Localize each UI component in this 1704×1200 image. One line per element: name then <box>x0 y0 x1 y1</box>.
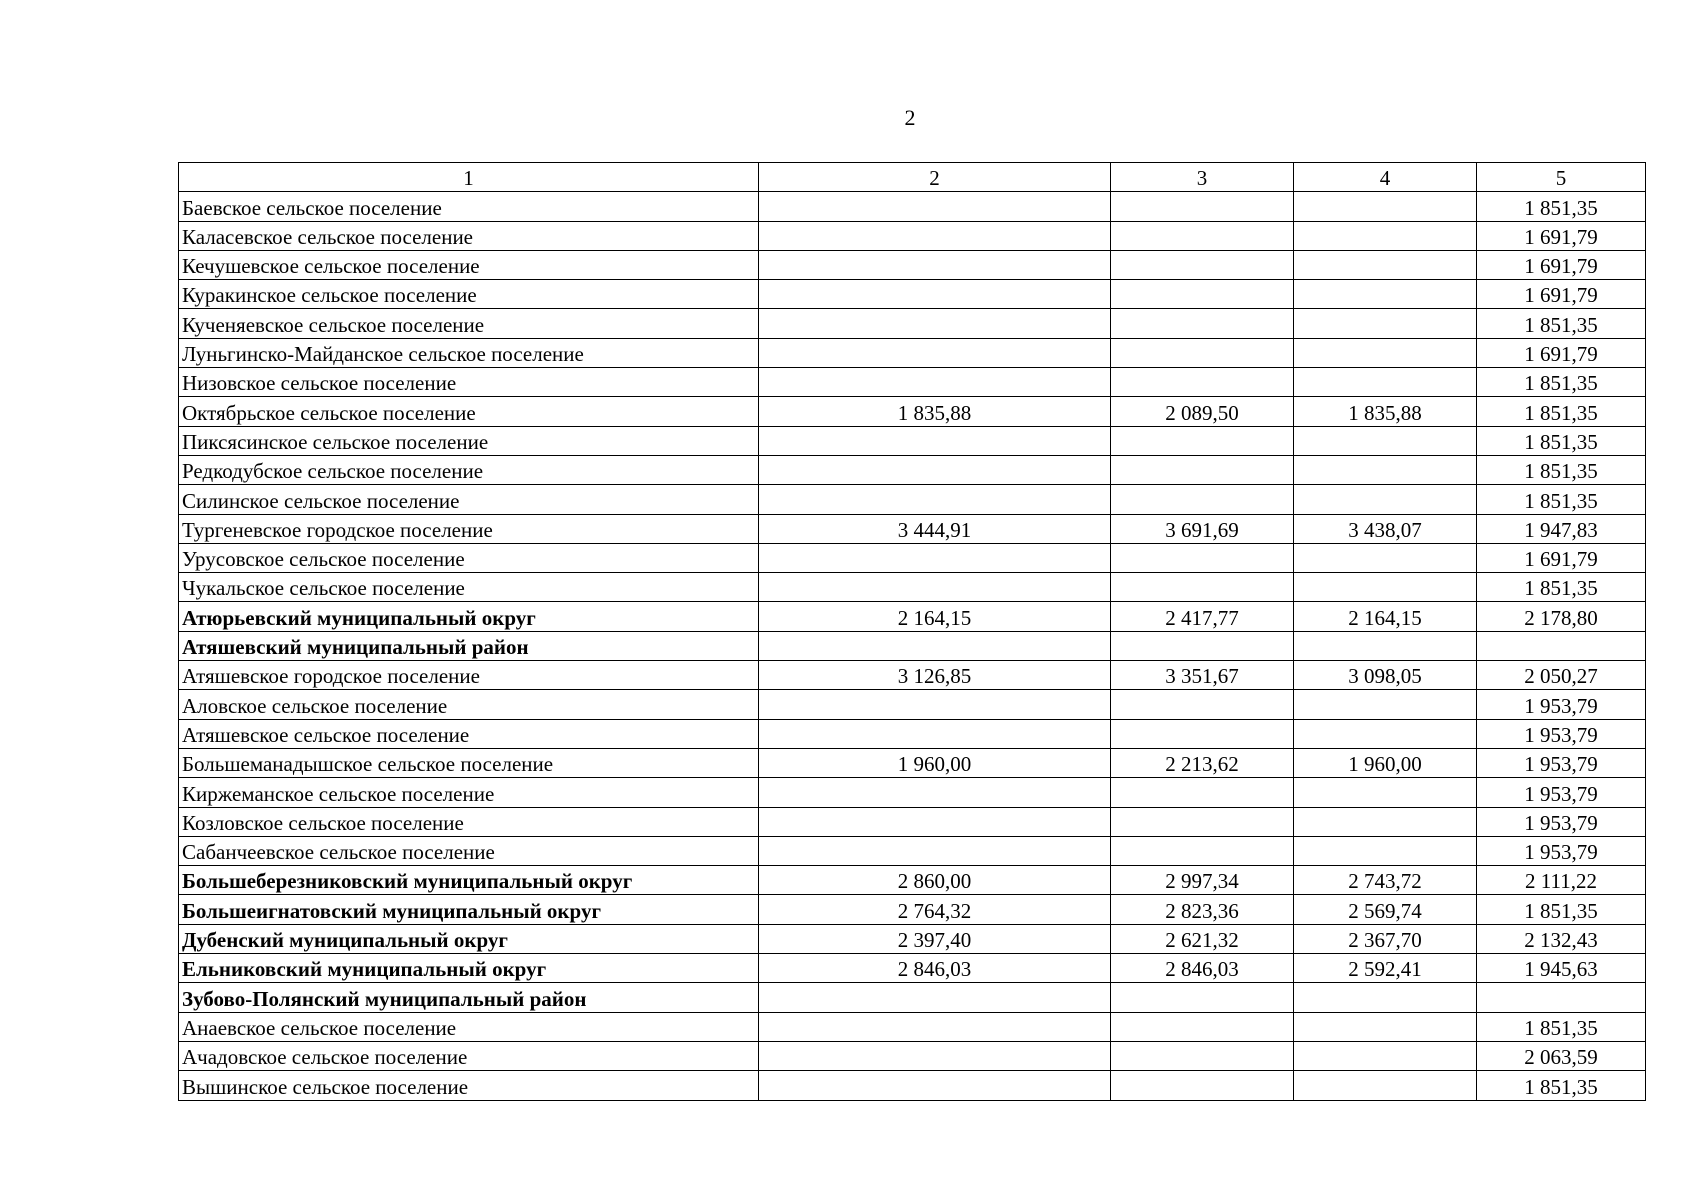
cell-value-col4 <box>1294 309 1477 338</box>
table-row <box>179 748 1646 777</box>
cell-value-col4 <box>1294 368 1477 397</box>
cell-value-col5: 1 953,79 <box>1477 778 1646 807</box>
cell-name: Анаевское сельское поселение <box>179 1012 759 1041</box>
table-row <box>179 485 1646 514</box>
cell-value-col4 <box>1294 280 1477 309</box>
cell-value-col5: 1 851,35 <box>1477 368 1646 397</box>
cell-value-col5: 1 691,79 <box>1477 543 1646 572</box>
cell-name: Аловское сельское поселение <box>179 690 759 719</box>
cell-value-col2 <box>759 455 1111 484</box>
cell-name: Атяшевское сельское поселение <box>179 719 759 748</box>
cell-name: Дубенский муниципальный округ <box>179 924 759 953</box>
cell-value-col2 <box>759 1071 1111 1100</box>
column-header: 4 <box>1294 163 1477 192</box>
table-row <box>179 192 1646 221</box>
cell-value-col5: 1 851,35 <box>1477 426 1646 455</box>
cell-value-col2 <box>759 309 1111 338</box>
cell-value-col4: 2 743,72 <box>1294 866 1477 895</box>
cell-value-col5: 1 851,35 <box>1477 455 1646 484</box>
cell-value-col4: 2 367,70 <box>1294 924 1477 953</box>
table-row <box>179 778 1646 807</box>
cell-value-col3 <box>1111 719 1294 748</box>
cell-value-col2: 1 835,88 <box>759 397 1111 426</box>
cell-value-col3: 3 351,67 <box>1111 661 1294 690</box>
cell-value-col3: 2 089,50 <box>1111 397 1294 426</box>
cell-value-col2 <box>759 280 1111 309</box>
cell-value-col5 <box>1477 631 1646 660</box>
cell-name: Кечушевское сельское поселение <box>179 250 759 279</box>
cell-name: Баевское сельское поселение <box>179 192 759 221</box>
cell-name: Силинское сельское поселение <box>179 485 759 514</box>
cell-value-col2: 2 164,15 <box>759 602 1111 631</box>
cell-value-col4: 2 592,41 <box>1294 954 1477 983</box>
cell-value-col3: 3 691,69 <box>1111 514 1294 543</box>
table-row <box>179 631 1646 660</box>
table-row <box>179 866 1646 895</box>
cell-value-col5 <box>1477 983 1646 1012</box>
cell-value-col4: 3 098,05 <box>1294 661 1477 690</box>
cell-value-col4 <box>1294 455 1477 484</box>
cell-value-col3 <box>1111 280 1294 309</box>
cell-name: Атяшевское городское поселение <box>179 661 759 690</box>
cell-value-col3: 2 846,03 <box>1111 954 1294 983</box>
cell-value-col5: 1 851,35 <box>1477 192 1646 221</box>
cell-value-col3: 2 621,32 <box>1111 924 1294 953</box>
table-row <box>179 397 1646 426</box>
cell-name: Большеберезниковский муниципальный округ <box>179 866 759 895</box>
cell-value-col2 <box>759 778 1111 807</box>
cell-name: Урусовское сельское поселение <box>179 543 759 572</box>
table-row <box>179 895 1646 924</box>
cell-value-col5: 1 945,63 <box>1477 954 1646 983</box>
cell-value-col4: 2 164,15 <box>1294 602 1477 631</box>
cell-value-col2: 3 126,85 <box>759 661 1111 690</box>
cell-value-col4 <box>1294 192 1477 221</box>
cell-value-col2 <box>759 631 1111 660</box>
cell-name: Кученяевское сельское поселение <box>179 309 759 338</box>
cell-name: Большеманадышское сельское поселение <box>179 748 759 777</box>
cell-value-col4 <box>1294 631 1477 660</box>
cell-value-col3: 2 213,62 <box>1111 748 1294 777</box>
cell-value-col5: 2 132,43 <box>1477 924 1646 953</box>
cell-value-col4 <box>1294 250 1477 279</box>
table-row <box>179 836 1646 865</box>
cell-value-col4 <box>1294 1012 1477 1041</box>
cell-value-col2 <box>759 221 1111 250</box>
cell-value-col3 <box>1111 426 1294 455</box>
table-row <box>179 573 1646 602</box>
table-row <box>179 514 1646 543</box>
cell-value-col3 <box>1111 543 1294 572</box>
cell-value-col3 <box>1111 573 1294 602</box>
cell-value-col2 <box>759 250 1111 279</box>
cell-name: Вышинское сельское поселение <box>179 1071 759 1100</box>
cell-value-col5: 1 851,35 <box>1477 309 1646 338</box>
table-row <box>179 719 1646 748</box>
cell-value-col2: 2 860,00 <box>759 866 1111 895</box>
table-body <box>179 192 1646 1100</box>
cell-value-col5: 1 947,83 <box>1477 514 1646 543</box>
cell-value-col3 <box>1111 455 1294 484</box>
cell-value-col2 <box>759 192 1111 221</box>
table-row <box>179 1041 1646 1070</box>
cell-name: Низовское сельское поселение <box>179 368 759 397</box>
table-row <box>179 280 1646 309</box>
cell-name: Каласевское сельское поселение <box>179 221 759 250</box>
cell-name: Киржеманское сельское поселение <box>179 778 759 807</box>
cell-value-col3 <box>1111 221 1294 250</box>
cell-value-col2 <box>759 719 1111 748</box>
cell-value-col4: 1 960,00 <box>1294 748 1477 777</box>
cell-value-col4 <box>1294 690 1477 719</box>
cell-value-col2: 2 397,40 <box>759 924 1111 953</box>
table-row <box>179 455 1646 484</box>
cell-name: Сабанчеевское сельское поселение <box>179 836 759 865</box>
cell-value-col3: 2 823,36 <box>1111 895 1294 924</box>
cell-value-col5: 1 691,79 <box>1477 221 1646 250</box>
cell-value-col5: 1 953,79 <box>1477 719 1646 748</box>
cell-value-col5: 1 851,35 <box>1477 1071 1646 1100</box>
cell-value-col2 <box>759 836 1111 865</box>
cell-value-col4 <box>1294 1041 1477 1070</box>
cell-value-col2 <box>759 368 1111 397</box>
cell-value-col2 <box>759 690 1111 719</box>
cell-value-col5: 1 953,79 <box>1477 748 1646 777</box>
cell-value-col5: 1 691,79 <box>1477 280 1646 309</box>
cell-name: Ельниковский муниципальный округ <box>179 954 759 983</box>
table-row <box>179 543 1646 572</box>
cell-value-col2: 2 846,03 <box>759 954 1111 983</box>
cell-value-col4 <box>1294 573 1477 602</box>
table-row <box>179 426 1646 455</box>
cell-value-col4 <box>1294 807 1477 836</box>
cell-value-col5: 2 050,27 <box>1477 661 1646 690</box>
cell-name: Атюрьевский муниципальный округ <box>179 602 759 631</box>
cell-value-col4 <box>1294 543 1477 572</box>
page-number: 2 <box>904 105 916 130</box>
cell-value-col5: 1 691,79 <box>1477 250 1646 279</box>
cell-value-col3 <box>1111 836 1294 865</box>
cell-value-col2 <box>759 807 1111 836</box>
cell-value-col3 <box>1111 690 1294 719</box>
cell-name: Пиксясинское сельское поселение <box>179 426 759 455</box>
cell-value-col4 <box>1294 221 1477 250</box>
table-row <box>179 690 1646 719</box>
table-row <box>179 602 1646 631</box>
cell-value-col2: 3 444,91 <box>759 514 1111 543</box>
table-row <box>179 807 1646 836</box>
table-row <box>179 924 1646 953</box>
cell-value-col2 <box>759 573 1111 602</box>
cell-value-col4 <box>1294 338 1477 367</box>
cell-value-col4: 3 438,07 <box>1294 514 1477 543</box>
cell-value-col4: 1 835,88 <box>1294 397 1477 426</box>
cell-value-col5: 2 111,22 <box>1477 866 1646 895</box>
cell-value-col3 <box>1111 778 1294 807</box>
cell-value-col5: 1 851,35 <box>1477 1012 1646 1041</box>
cell-value-col4 <box>1294 778 1477 807</box>
data-table <box>178 162 1646 1101</box>
cell-name: Атяшевский муниципальный район <box>179 631 759 660</box>
cell-value-col2 <box>759 485 1111 514</box>
cell-value-col2 <box>759 426 1111 455</box>
table-row <box>179 954 1646 983</box>
cell-value-col2: 2 764,32 <box>759 895 1111 924</box>
cell-value-col3 <box>1111 192 1294 221</box>
cell-name: Зубово-Полянский муниципальный район <box>179 983 759 1012</box>
cell-value-col5: 1 851,35 <box>1477 397 1646 426</box>
cell-value-col2 <box>759 338 1111 367</box>
cell-value-col5: 1 691,79 <box>1477 338 1646 367</box>
cell-value-col5: 1 851,35 <box>1477 573 1646 602</box>
table-row <box>179 309 1646 338</box>
cell-name: Козловское сельское поселение <box>179 807 759 836</box>
cell-value-col3: 2 997,34 <box>1111 866 1294 895</box>
cell-value-col4 <box>1294 1071 1477 1100</box>
cell-value-col3 <box>1111 338 1294 367</box>
cell-value-col3 <box>1111 250 1294 279</box>
cell-value-col3 <box>1111 368 1294 397</box>
cell-value-col4 <box>1294 719 1477 748</box>
cell-value-col5: 2 063,59 <box>1477 1041 1646 1070</box>
cell-value-col2 <box>759 1041 1111 1070</box>
cell-value-col3 <box>1111 1071 1294 1100</box>
header-row <box>179 163 1646 192</box>
cell-name: Ачадовское сельское поселение <box>179 1041 759 1070</box>
cell-value-col5: 1 851,35 <box>1477 485 1646 514</box>
column-header: 5 <box>1477 163 1646 192</box>
cell-value-col3 <box>1111 485 1294 514</box>
cell-value-col5: 1 953,79 <box>1477 807 1646 836</box>
cell-value-col5: 2 178,80 <box>1477 602 1646 631</box>
cell-name: Луньгинско-Майданское сельское поселение <box>179 338 759 367</box>
cell-value-col3 <box>1111 309 1294 338</box>
cell-value-col3: 2 417,77 <box>1111 602 1294 631</box>
cell-value-col5: 1 953,79 <box>1477 836 1646 865</box>
cell-value-col4 <box>1294 836 1477 865</box>
table-row <box>179 1071 1646 1100</box>
column-header: 1 <box>179 163 759 192</box>
table-row <box>179 368 1646 397</box>
cell-value-col3 <box>1111 1012 1294 1041</box>
table-row <box>179 983 1646 1012</box>
table-row <box>179 221 1646 250</box>
cell-value-col4 <box>1294 485 1477 514</box>
cell-value-col2 <box>759 983 1111 1012</box>
cell-value-col4 <box>1294 426 1477 455</box>
table-row <box>179 1012 1646 1041</box>
cell-name: Большеигнатовский муниципальный округ <box>179 895 759 924</box>
cell-value-col3 <box>1111 631 1294 660</box>
cell-value-col2: 1 960,00 <box>759 748 1111 777</box>
cell-value-col4: 2 569,74 <box>1294 895 1477 924</box>
cell-value-col2 <box>759 543 1111 572</box>
table-row <box>179 250 1646 279</box>
cell-name: Тургеневское городское поселение <box>179 514 759 543</box>
column-header: 2 <box>759 163 1111 192</box>
cell-name: Октябрьское сельское поселение <box>179 397 759 426</box>
column-header: 3 <box>1111 163 1294 192</box>
cell-name: Куракинское сельское поселение <box>179 280 759 309</box>
cell-value-col5: 1 953,79 <box>1477 690 1646 719</box>
cell-value-col5: 1 851,35 <box>1477 895 1646 924</box>
cell-value-col3 <box>1111 983 1294 1012</box>
cell-value-col2 <box>759 1012 1111 1041</box>
cell-value-col3 <box>1111 807 1294 836</box>
table-row <box>179 338 1646 367</box>
cell-value-col4 <box>1294 983 1477 1012</box>
table-row <box>179 661 1646 690</box>
cell-name: Чукальское сельское поселение <box>179 573 759 602</box>
cell-value-col3 <box>1111 1041 1294 1070</box>
cell-name: Редкодубское сельское поселение <box>179 455 759 484</box>
